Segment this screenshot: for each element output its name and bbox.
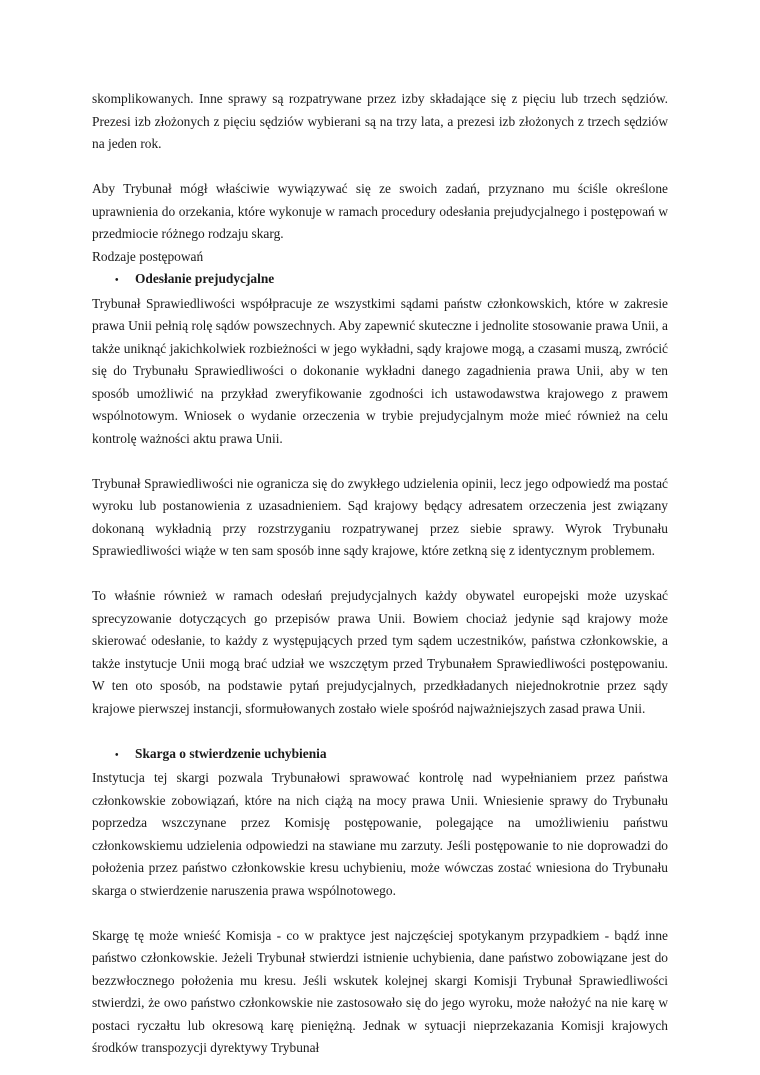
paragraph-gap xyxy=(92,902,668,925)
section2-paragraph-2: Skargę tę może wnieść Komisja - co w praktyce jest najczęściej spotykanym przypadkiem - bądź inne państwo członkowskie. Jeżeli Trybunał stwierdzi istnienie uchybienia, dane państwo zobowiązane jest do bezzwłocznego położenia mu kresu. Jeśli wskutek kolejnej skargi Komisji Trybunał Sprawiedliwości stwierdzi, że owo państwo członkowskie nie zastosowało się do jego wyroku, może nałożyć na nie karę w postaci ryczałtu lub okresową karę pieniężną. Jednak w sytuacji nieprzekazania Komisji krajowych środków transpozycji dyrektywy Trybunał xyxy=(92,927,668,1055)
section1-paragraph-1: Trybunał Sprawiedliwości współpracuje ze wszystkimi sądami państw członkowskich, które w zakresie prawa Unii pełnią rolę sądów powszechnych. Aby zapewnić skuteczne i jednolite stosowanie prawa Unii, a także uniknąć jakichkolwiek rozbieżności w jego wykładni, sądy krajowe mogą, a czasami muszą, zwrócić się do Trybunału Sprawiedliwości o dokonanie wykładni danego zagadnienia prawa Unii, aby w ten sposób umożliwić na przykład zweryfikowanie zgodności ich ustawodawstwa krajowego z prawem wspólnotowym. Wniosek o wydanie orzeczenia w trybie prejudycjalnym może mieć również na celu kontrolę ważności aktu prawa Unii. xyxy=(92,295,668,446)
section1-paragraph-2: Trybunał Sprawiedliwości nie ogranicza się do zwykłego udzielenia opinii, lecz jego odpowiedź ma postać wyroku lub postanowienia z uzasadnieniem. Sąd krajowy będący adresatem orzeczenia jest związany dokonaną wykładnią przy rozstrzyganiu rozpatrywanej przez siebie sprawy. Wyrok Trybunału Sprawiedliwości wiąże w ten sam sposób inne sądy krajowe, które zetkną się z identycznym problemem. xyxy=(92,475,668,558)
intro-paragraph-1: skomplikowanych. Inne sprawy są rozpatrywane przez izby składające się z pięciu lub trzech sędziów. Prezesi izb złożonych z pięciu sędziów wybierani są na trzy lata, a prezesi izb złożonych z trzech sędziów na jeden rok. xyxy=(92,91,668,151)
paragraph-gap xyxy=(92,450,668,473)
section1-heading-text: Odesłanie prejudycjalne xyxy=(135,271,275,286)
section1-paragraph-3: To właśnie również w ramach odesłań prejudycjalnych każdy obywatel europejski może uzyskać sprecyzowanie dotyczących go przepisów prawa Unii. Bowiem chociaż jedynie sąd krajowy może skierować odesłanie, to każdy z występujących przed tym sądem uczestników, państwa członkowskie, a także instytucje Unii mogą brać udział we wszczętym przed Trybunałem Sprawiedliwości postępowaniu. W ten oto sposób, na podstawie pytań prejudycjalnych, przedkładanych niejednokrotnie przez sądy krajowe pierwszej instancji, sformułowanych zostało wiele spośród najważniejszych zasad prawa Unii. xyxy=(92,588,668,716)
section2-heading-text: Skarga o stwierdzenie uchybienia xyxy=(135,745,327,761)
bullet-icon: • xyxy=(115,749,119,761)
document-body xyxy=(92,88,668,1060)
intro-paragraph-2: Aby Trybunał mógł właściwie wywiązywać się ze swoich zadań, przyznano mu ściśle określone uprawnienia do orzekania, które wykonuje w ramach procedury odesłania prejudycjalnego i postępowań w przedmiocie różnego rodzaju skarg. xyxy=(92,181,668,241)
section2-paragraph-1: Instytucja tej skargi pozwala Trybunałowi sprawować kontrolę nad wypełnianiem przez państwa członkowskie zobowiązań, które na nich ciążą na mocy prawa Unii. Wniesienie sprawy do Trybunału poprzedza wszczynane przez Komisję postępowanie, polegające na umożliwieniu państwu członkowskiemu udzielenia odpowiedzi na stawiane mu zarzuty. Jeśli postępowanie to nie doprowadzi do położenia przez państwo członkowskie kresu uchybieniu, może wówczas zostać wniesiona do Trybunału skarga o stwierdzenie naruszenia prawa wspólnotowego. xyxy=(92,770,668,898)
bullet-icon: • xyxy=(115,275,119,286)
section2-heading xyxy=(92,743,668,768)
section1-heading xyxy=(92,268,668,293)
section-title: Rodzaje postępowań xyxy=(92,248,204,264)
paragraph-gap xyxy=(92,563,668,586)
paragraph-gap xyxy=(92,156,668,179)
paragraph-gap xyxy=(92,720,668,743)
